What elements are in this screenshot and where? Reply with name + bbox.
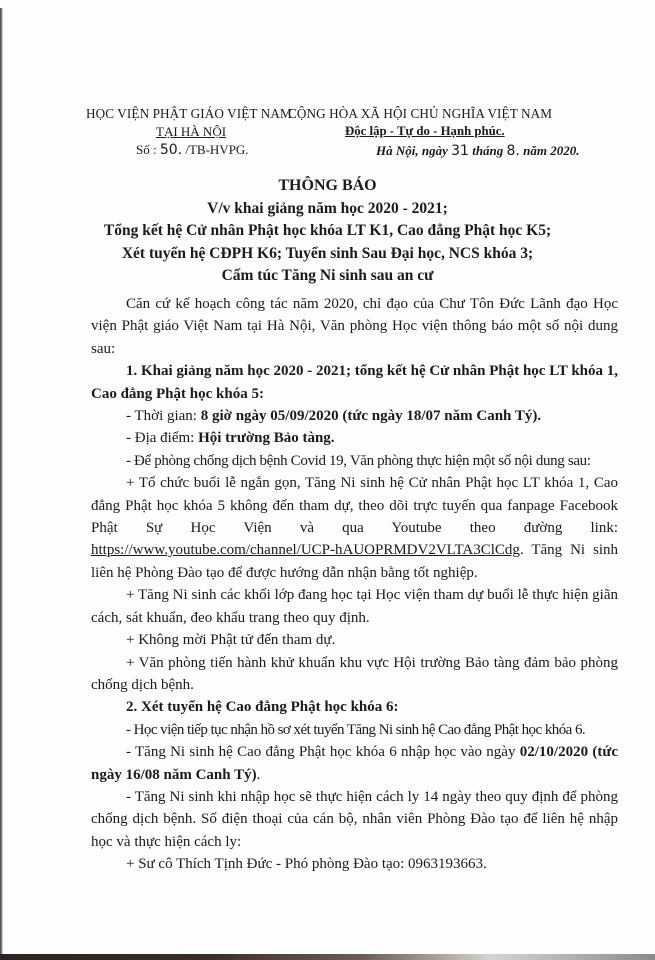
time-value: 8 giờ ngày 05/09/2020 (tức ngày 18/07 năm Canh Tý). bbox=[200, 408, 542, 425]
section-2-line-3: - Tăng Ni sinh khi nhập học sẽ thực hiện cách ly 14 ngày theo quy định để phòng chống dịch bệnh. Số điện thoại của cán bộ, nhân viên Phòng Đào tạo để liên hệ nhập học và thực hiện cách ly: bbox=[91, 788, 618, 850]
notice-title: THÔNG BÁO bbox=[278, 177, 377, 194]
section-1-place bbox=[91, 427, 618, 449]
covid-item-1-text: + Tổ chức buổi lễ ngắn gọn, Tăng Ni sinh hệ Cử nhân Phật học LT khóa 1, Cao đẳng Phật học khóa 5 không đến tham dự, theo dõi trực tuyến qua fanpage Facebook Phật Sự Học Viện và qua Youtube theo đường link: bbox=[91, 475, 618, 537]
date-suffix: năm 2020. bbox=[519, 143, 580, 158]
covid-item-1 bbox=[91, 472, 618, 584]
section-2-line-2-text: - Tăng Ni sinh hệ Cao đẳng Phật học khóa 6 nhập học vào ngày bbox=[126, 744, 520, 761]
place-label: - Địa điểm: bbox=[126, 430, 199, 447]
notice-subject-line: Tổng kết hệ Cử nhân Phật học khóa LT K1, Cao đẳng Phật học K5; bbox=[103, 222, 552, 239]
covid-item-4: + Văn phòng tiến hành khử khuẩn khu vực Hội trường Bảo tàng đảm bảo phòng chống dịch bệnh. bbox=[91, 654, 618, 693]
enrollment-date: 02/10/2020 (tức ngày 16/08 năm Canh Tý) bbox=[91, 744, 618, 783]
section-2-line-1: - Học viện tiếp tục nhận hồ sơ xét tuyển Tăng Ni sinh hệ Cao đẳng Phật học khóa 6. bbox=[126, 721, 586, 738]
contact-line: + Sư cô Thích Tịnh Đức - Phó phòng Đào tạo: 0963193663. bbox=[126, 856, 487, 873]
page-edge-shadow bbox=[0, 8, 3, 958]
date-day-handwritten: 31 bbox=[451, 143, 469, 159]
header-nation-name: CỘNG HÒA XÃ HỘI CHỦ NGHĨA VIỆT NAM bbox=[288, 106, 553, 121]
section-2-line-2-end: . bbox=[256, 766, 261, 783]
header-motto: Độc lập - Tự do - Hạnh phúc. bbox=[345, 124, 505, 138]
notice-subject-line: V/v khai giảng năm học 2020 - 2021; bbox=[207, 199, 448, 217]
section-2-heading: 2. Xét tuyển hệ Cao đẳng Phật học khóa 6: bbox=[126, 699, 399, 716]
date-prefix: Hà Nội, ngày bbox=[376, 143, 452, 158]
document-number-suffix: /TB-HVPG. bbox=[182, 142, 249, 157]
header-org-name: HỌC VIỆN PHẬT GIÁO VIỆT NAM bbox=[86, 106, 292, 121]
document-date bbox=[376, 143, 579, 159]
date-month-handwritten: 8. bbox=[506, 143, 520, 159]
date-mid: tháng bbox=[468, 143, 507, 158]
notice-subject-line: Xét tuyển hệ CĐPH K6; Tuyển sinh Sau Đại học, NCS khóa 3; bbox=[121, 244, 534, 262]
covid-item-3: + Không mời Phật tử đến tham dự. bbox=[126, 632, 336, 649]
place-value: Hội trường Bảo tàng. bbox=[198, 430, 335, 447]
covid-item-1-after: . Tăng Ni sinh liên hệ Phòng Đào tạo để được hướng dẫn nhận bằng tốt nghiệp. bbox=[91, 542, 618, 581]
intro-paragraph: Căn cứ kế hoạch công tác năm 2020, chỉ đạo của Chư Tôn Đức Lãnh đạo Học viện Phật giáo Việt Nam tại Hà Nội, Văn phòng Học viện thông báo một số nội dung sau: bbox=[91, 296, 618, 357]
document-number-handwritten: 50. bbox=[159, 142, 183, 158]
notice-body bbox=[91, 293, 618, 876]
time-label: - Thời gian: bbox=[126, 408, 201, 425]
youtube-link[interactable]: https://www.youtube.com/channel/UCP-hAUOPRMDV2VLTA3ClCdg bbox=[91, 542, 520, 559]
document-number-prefix: Số : bbox=[136, 142, 160, 157]
section-2-line-2 bbox=[91, 741, 618, 786]
covid-item-2: + Tăng Ni sinh các khối lớp đang học tại Học viện tham dự buổi lễ thực hiện giãn cách, sát khuẩn, đeo khẩu trang theo quy định. bbox=[91, 587, 618, 626]
notice-title-block bbox=[60, 175, 595, 288]
document-number bbox=[136, 142, 249, 158]
covid-intro: - Để phòng chống dịch bệnh Covid 19, Văn phòng thực hiện một số nội dung sau: bbox=[126, 452, 591, 469]
page-bottom-shadow bbox=[0, 954, 655, 960]
section-1-heading: 1. Khai giảng năm học 2020 - 2021; tổng kết hệ Cử nhân Phật học LT khóa 1, Cao đẳng Phật học khóa 5: bbox=[91, 363, 619, 402]
header-org-city: TẠI HÀ NỘI bbox=[156, 124, 227, 139]
section-1-time bbox=[91, 405, 618, 427]
notice-subject-line: Cấm túc Tăng Ni sinh sau an cư bbox=[221, 267, 434, 284]
